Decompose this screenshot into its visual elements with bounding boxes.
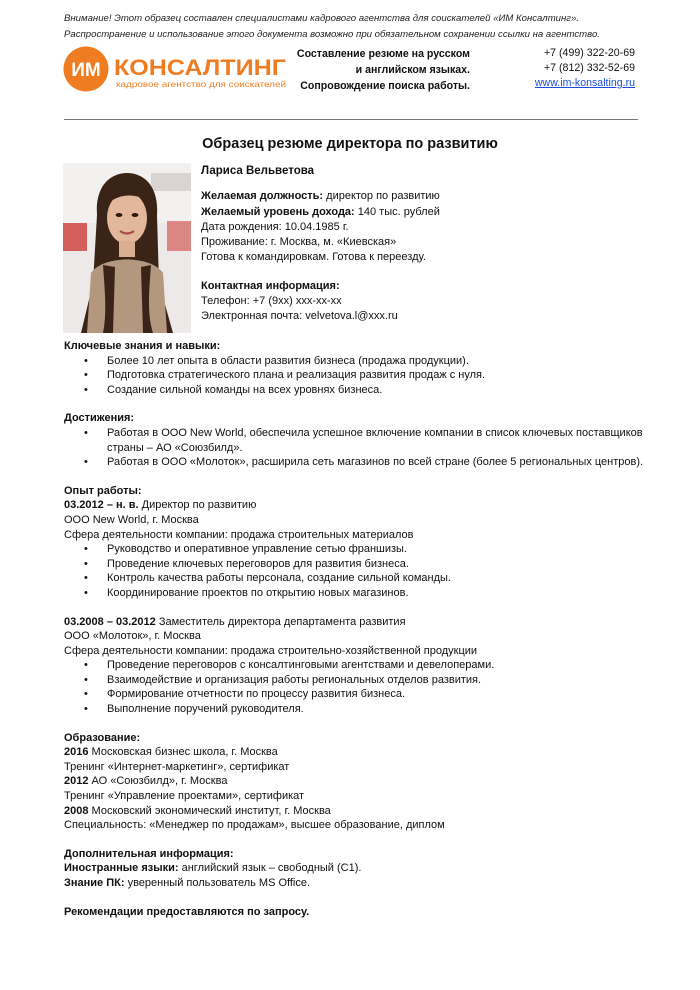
agency-website-link[interactable]: www.im-konsalting.ru xyxy=(534,77,635,89)
list-item: • Работая в ООО «Молоток», расширила сеть магазинов по всей стране (более 5 региональных центров). xyxy=(64,455,644,470)
page-title: Образец резюме директора по развитию xyxy=(202,136,498,152)
candidate-profile xyxy=(201,164,621,325)
training-2: Тренинг «Управление проектами», сертификат xyxy=(64,790,305,803)
notice-line-2: Распространение и использование этого документа возможно при обязательном сохранении ссылки на агентство. xyxy=(64,29,600,40)
education-1-year: 2016 xyxy=(64,746,89,759)
list-item: • Более 10 лет опыта в области развития бизнеса (продажа продукции). xyxy=(64,354,644,369)
list-item: • Взаимодействие и организация работы региональных отделов развития. xyxy=(64,673,644,688)
desired-position-value: директор по развитию xyxy=(323,190,440,203)
job-2-role: Заместитель директора департамента развития xyxy=(155,615,406,628)
residence: Проживание: г. Москва, м. «Киевская» xyxy=(201,236,397,249)
specialty: Специальность: «Менеджер по продажам», высшее образование, диплом xyxy=(64,819,445,832)
achievements-heading: Достижения: xyxy=(64,412,135,425)
services-line-1: Составление резюме на русском xyxy=(296,48,470,60)
logo-mark-text: ИМ xyxy=(71,60,101,81)
list-item: • Подготовка стратегического плана и реализация развития продаж с нуля. xyxy=(64,368,644,383)
job-2-duties xyxy=(64,658,644,716)
header-divider xyxy=(64,119,638,120)
education-2-year: 2012 xyxy=(64,775,89,788)
candidate-email: Электронная почта: velvetova.l@xxx.ru xyxy=(201,310,398,323)
candidate-photo xyxy=(63,163,191,333)
skills-heading: Ключевые знания и навыки: xyxy=(64,340,221,352)
agency-services xyxy=(290,46,470,94)
desired-position-label: Желаемая должность: xyxy=(201,190,324,203)
job-1-duties xyxy=(64,542,644,600)
job-2-title xyxy=(64,615,644,630)
job-1-role: Директор по развитию xyxy=(138,499,257,512)
services-line-3: Сопровождение поиска работы. xyxy=(300,80,470,92)
education-3-school: Московский экономический институт, г. Москва xyxy=(88,804,331,817)
languages-label: Иностранные языки: xyxy=(64,862,179,875)
pc-skills-value: уверенный пользователь MS Office. xyxy=(124,877,311,889)
agency-phone-spb: +7 (812) 332-52-69 xyxy=(544,62,635,74)
birth-date: Дата рождения: 10.04.1985 г. xyxy=(201,220,349,233)
desired-salary-label: Желаемый уровень дохода: xyxy=(201,205,355,218)
education-2-school: АО «Союзбилд», г. Москва xyxy=(88,775,228,788)
logo-tagline: кадровое агентство для соискателей xyxy=(116,79,287,89)
list-item: • Формирование отчетности по процессу развития бизнеса. xyxy=(64,687,644,702)
candidate-phone: Телефон: +7 (9хх) ххх-хх-хх xyxy=(201,295,342,308)
list-item: • Работая в ООО New World, обеспечила успешное включение компании в список ключевых поставщиков страны – АО «Союзбилд». xyxy=(64,426,644,455)
job-1-company: ООО New World, г. Москва xyxy=(64,513,199,526)
agency-notice xyxy=(64,11,664,43)
desired-salary xyxy=(201,205,621,220)
education-2 xyxy=(64,774,644,789)
job-2-period: 03.2008 – 03.2012 xyxy=(64,615,156,628)
education-3 xyxy=(64,804,644,819)
candidate-name: Лариса Вельветова xyxy=(201,165,315,177)
desired-salary-value: 140 тыс. рублей xyxy=(354,205,440,218)
notice-line-1: Внимание! Этот образец составлен специалистами кадрового агентства для соискателей «ИМ Консалтинг». xyxy=(64,13,580,24)
skills-list xyxy=(64,354,644,398)
list-item: • Создание сильной команды на всех уровнях бизнеса. xyxy=(64,383,644,398)
list-item: • Проведение переговоров с консалтинговыми агентствами и девелоперами. xyxy=(64,658,644,673)
job-2-company: ООО «Молоток», г. Москва xyxy=(64,630,201,643)
experience-heading: Опыт работы: xyxy=(64,484,142,497)
languages xyxy=(64,861,644,876)
achievements-list xyxy=(64,426,644,470)
list-item: • Координирование проектов по открытию новых магазинов. xyxy=(64,586,644,601)
education-1-school: Московская бизнес школа, г. Москва xyxy=(88,746,278,759)
list-item: • Проведение ключевых переговоров для развития бизнеса. xyxy=(64,557,644,572)
languages-value: английский язык – свободный (С1). xyxy=(178,862,362,875)
agency-logo[interactable] xyxy=(63,46,288,92)
job-1-period: 03.2012 – н. в. xyxy=(64,499,139,512)
job-1-sphere: Сфера деятельности компании: продажа строительных материалов xyxy=(64,528,414,541)
job-1-title xyxy=(64,498,644,513)
resume-body xyxy=(64,339,644,919)
contacts-heading: Контактная информация: xyxy=(201,279,340,292)
training-1: Тренинг «Интернет-маркетинг», сертификат xyxy=(64,760,290,773)
agency-phone-moscow: +7 (499) 322-20-69 xyxy=(544,47,635,59)
list-item: • Контроль качества работы персонала, создание сильной команды. xyxy=(64,571,644,586)
desired-position xyxy=(201,189,621,204)
job-2-sphere: Сфера деятельности компании: продажа строительно-хозяйственной продукции xyxy=(64,644,478,657)
additional-heading: Дополнительная информация: xyxy=(64,847,234,860)
education-1 xyxy=(64,745,644,760)
services-line-2: и английском языках. xyxy=(355,64,470,76)
pc-skills-label: Знание ПК: xyxy=(64,877,125,889)
relocation-readiness: Готова к командировкам. Готова к переезду. xyxy=(201,251,426,264)
logo-brand-text: КОНСАЛТИНГ xyxy=(114,55,287,80)
list-item: • Руководство и оперативное управление сетью франшизы. xyxy=(64,542,644,557)
education-3-year: 2008 xyxy=(64,804,89,817)
pc-skills xyxy=(64,876,644,891)
agency-contacts xyxy=(500,46,635,91)
education-heading: Образование: xyxy=(64,731,141,744)
references-note: Рекомендации предоставляются по запросу. xyxy=(64,905,310,918)
list-item: • Выполнение поручений руководителя. xyxy=(64,702,644,717)
